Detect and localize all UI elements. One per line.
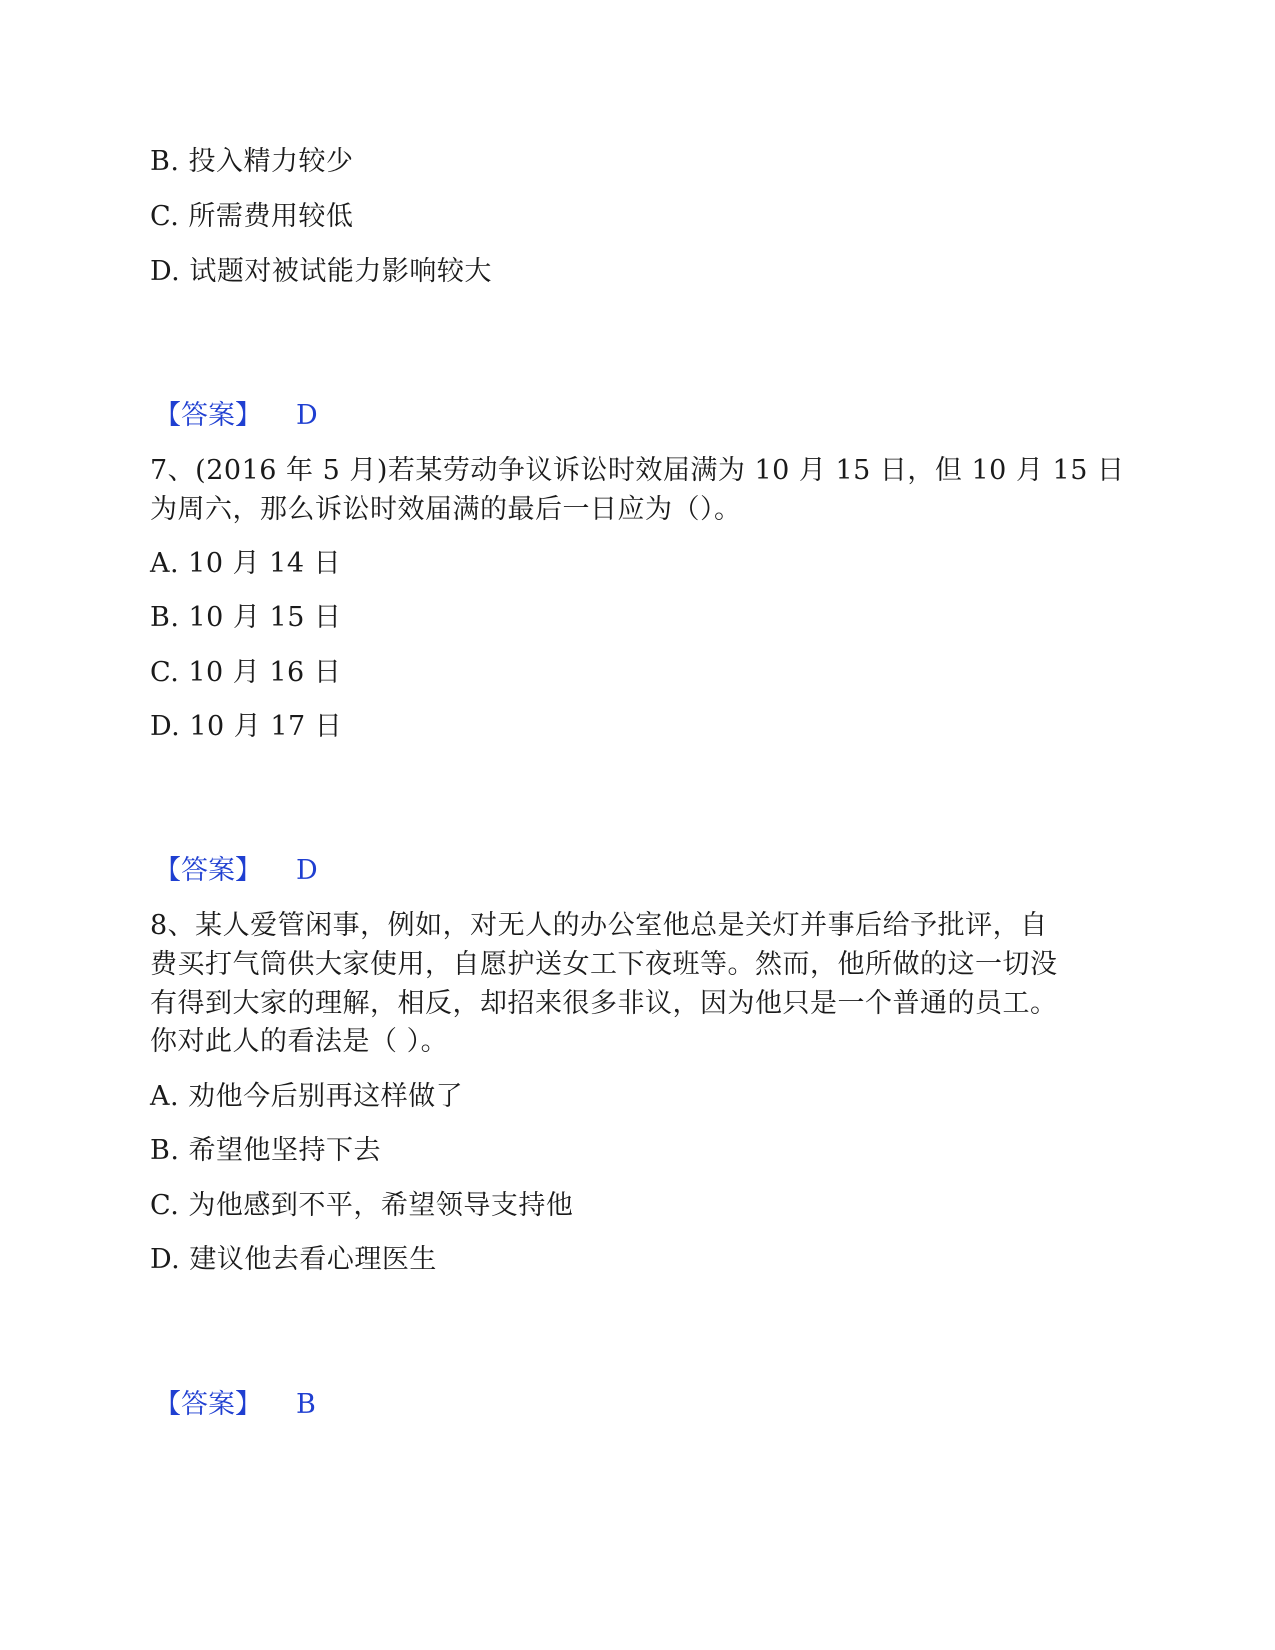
q6-answer bbox=[154, 400, 318, 431]
q6-option-c: C. 所需费用较低 bbox=[150, 201, 354, 232]
q8-option-d: D. 建议他去看心理医生 bbox=[150, 1244, 437, 1275]
q7-option-a: A. 10 月 14 日 bbox=[150, 548, 342, 579]
q7-answer bbox=[154, 855, 318, 886]
q6-option-b: B. 投入精力较少 bbox=[150, 146, 354, 177]
q7-stem-line-1: 7、(2016 年 5 月)若某劳动争议诉讼时效届满为 10 月 15 日，但 10 月 15 日 bbox=[150, 455, 1125, 486]
q8-stem-line-2: 费买打气筒供大家使用，自愿护送女工下夜班等。然而，他所做的这一切没 bbox=[150, 949, 1058, 980]
answer-value: D bbox=[296, 855, 318, 886]
answer-value: D bbox=[296, 400, 318, 431]
q8-answer bbox=[154, 1389, 316, 1420]
q8-option-a: A. 劝他今后别再这样做了 bbox=[150, 1081, 464, 1112]
q8-stem-line-1: 8、某人爱管闲事，例如，对无人的办公室他总是关灯并事后给予批评，自 bbox=[150, 910, 1048, 941]
q7-option-c: C. 10 月 16 日 bbox=[150, 657, 342, 688]
answer-label: 【答案】 bbox=[154, 1389, 262, 1420]
answer-value: B bbox=[296, 1389, 316, 1420]
q8-stem-line-4: 你对此人的看法是（ ）。 bbox=[150, 1026, 449, 1057]
q7-option-b: B. 10 月 15 日 bbox=[150, 602, 342, 633]
answer-label: 【答案】 bbox=[154, 400, 262, 431]
q8-option-c: C. 为他感到不平，希望领导支持他 bbox=[150, 1190, 574, 1221]
q6-option-d: D. 试题对被试能力影响较大 bbox=[150, 256, 492, 287]
q8-option-b: B. 希望他坚持下去 bbox=[150, 1135, 382, 1166]
q8-stem-line-3: 有得到大家的理解，相反，却招来很多非议，因为他只是一个普通的员工。 bbox=[150, 988, 1058, 1019]
q7-option-d: D. 10 月 17 日 bbox=[150, 711, 343, 742]
answer-label: 【答案】 bbox=[154, 855, 262, 886]
q7-stem-line-2: 为周六，那么诉讼时效届满的最后一日应为（）。 bbox=[150, 494, 742, 525]
